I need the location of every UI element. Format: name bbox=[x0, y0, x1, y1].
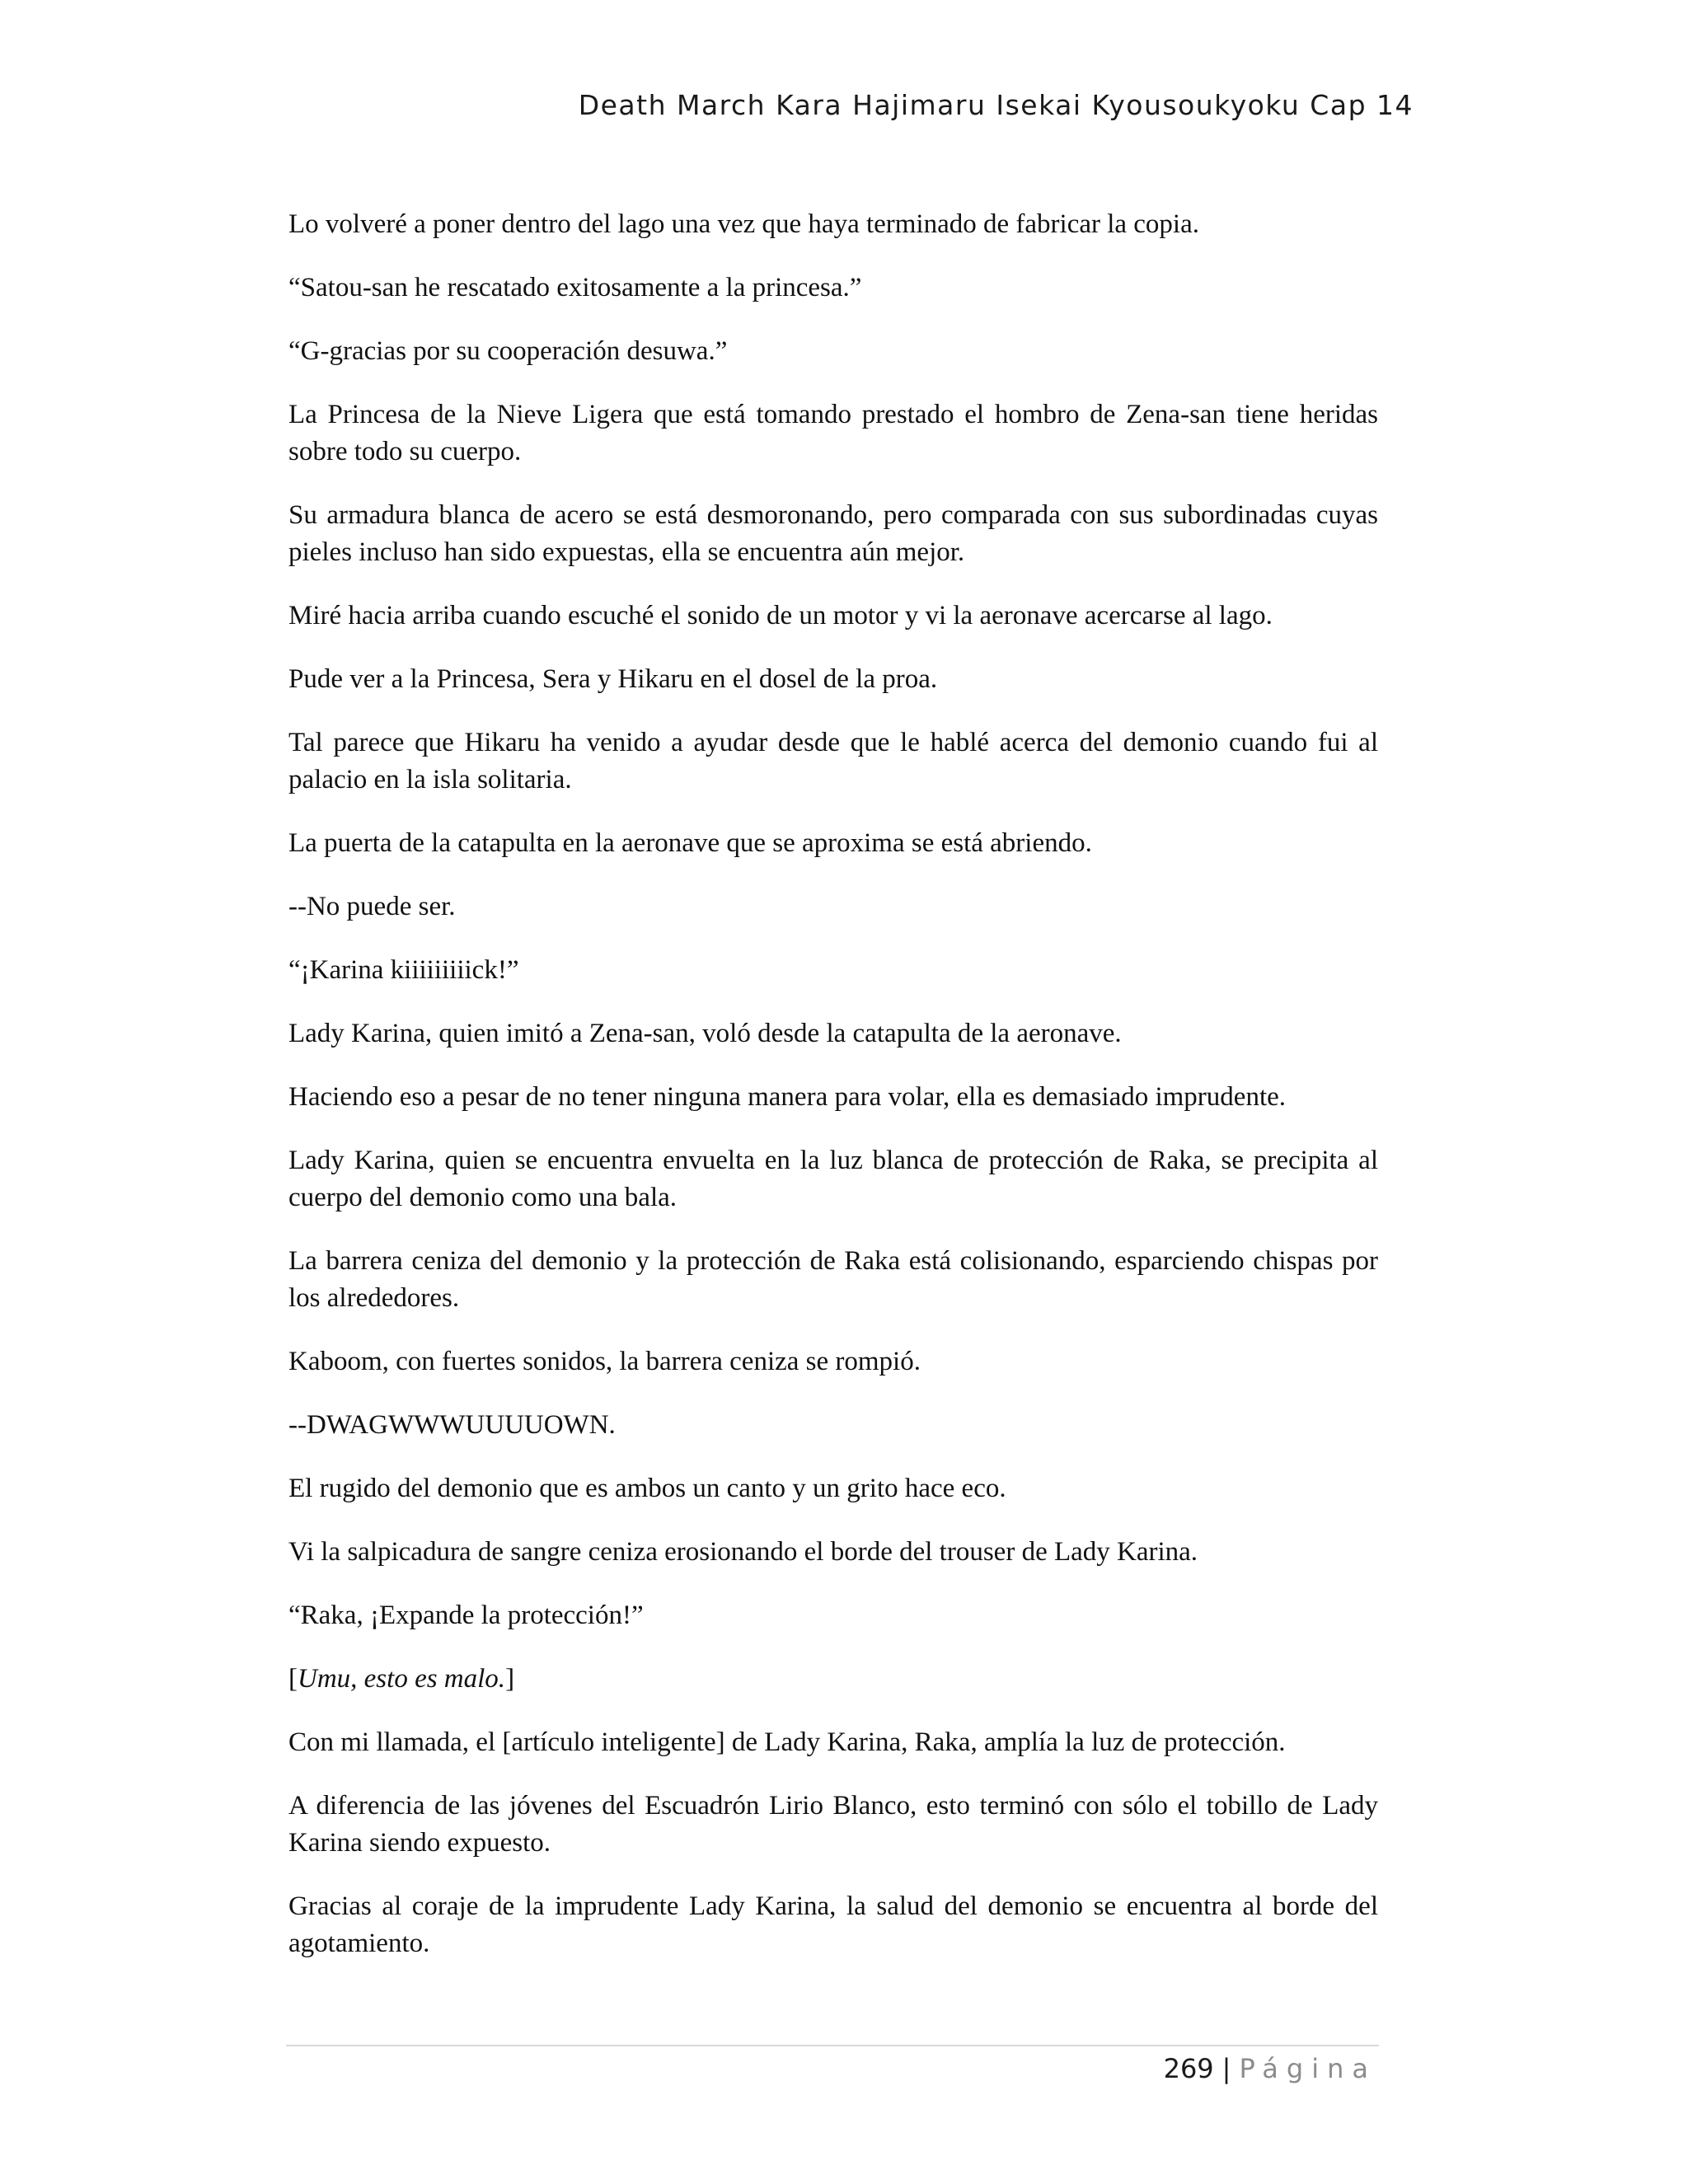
paragraph: Haciendo eso a pesar de no tener ninguna manera para volar, ella es demasiado imprudente. bbox=[288, 1082, 1287, 1112]
paragraph: La barrera ceniza del demonio y la protección de Raka está colisionando, esparciendo chispas por los alrededores. bbox=[288, 1246, 1378, 1313]
page-number: 269 bbox=[1163, 2053, 1214, 2084]
paragraph: Vi la salpicadura de sangre ceniza erosionando el borde del trouser de Lady Karina. bbox=[288, 1537, 1198, 1567]
paragraph: El rugido del demonio que es ambos un canto y un grito hace eco. bbox=[288, 1474, 1006, 1503]
paragraph: “Raka, ¡Expande la protección!” bbox=[288, 1601, 644, 1630]
paragraph: Kaboom, con fuertes sonidos, la barrera ceniza se rompió. bbox=[288, 1347, 921, 1376]
bracket-close: ] bbox=[505, 1664, 515, 1694]
paragraph: Lo volveré a poner dentro del lago una vez que haya terminado de fabricar la copia. bbox=[288, 209, 1200, 239]
footer-divider bbox=[286, 2045, 1379, 2046]
paragraph: Con mi llamada, el [artículo inteligente] de Lady Karina, Raka, amplía la luz de protección. bbox=[288, 1727, 1286, 1757]
paragraph: Pude ver a la Princesa, Sera y Hikaru en el dosel de la proa. bbox=[288, 664, 938, 694]
paragraph: La puerta de la catapulta en la aeronave que se aproxima se está abriendo. bbox=[288, 828, 1092, 858]
bracket-open: [ bbox=[288, 1664, 298, 1694]
body-text bbox=[288, 206, 1378, 1989]
paragraph: Lady Karina, quien se encuentra envuelta en la luz blanca de protección de Raka, se precipita al cuerpo del demonio como una bala. bbox=[288, 1146, 1378, 1212]
paragraph: --No puede ser. bbox=[288, 892, 456, 921]
page-header-title: Death March Kara Hajimaru Isekai Kyousoukyoku Cap 14 bbox=[578, 89, 1414, 121]
paragraph: “G-gracias por su cooperación desuwa.” bbox=[288, 336, 728, 366]
paragraph: A diferencia de las jóvenes del Escuadrón Lirio Blanco, esto terminó con sólo el tobillo de Lady Karina siendo expuesto. bbox=[288, 1791, 1378, 1858]
paragraph: La Princesa de la Nieve Ligera que está tomando prestado el hombro de Zena-san tiene heridas sobre todo su cuerpo. bbox=[288, 400, 1378, 466]
paragraph: Tal parece que Hikaru ha venido a ayudar desde que le hablé acerca del demonio cuando fui al palacio en la isla solitaria. bbox=[288, 728, 1378, 794]
paragraph: Gracias al coraje de la imprudente Lady Karina, la salud del demonio se encuentra al borde del agotamiento. bbox=[288, 1891, 1378, 1958]
page-word: Página bbox=[1239, 2053, 1376, 2084]
page-footer bbox=[1164, 2050, 1376, 2087]
italic-thought-line bbox=[288, 1661, 1378, 1698]
footer-separator: | bbox=[1221, 2053, 1231, 2084]
paragraph: Miré hacia arriba cuando escuché el sonido de un motor y vi la aeronave acercarse al lago. bbox=[288, 601, 1273, 630]
italic-thought-text: Umu, esto es malo. bbox=[298, 1664, 506, 1694]
paragraph: Lady Karina, quien imitó a Zena-san, voló desde la catapulta de la aeronave. bbox=[288, 1019, 1122, 1048]
paragraph: --DWAGWWWUUUUOWN. bbox=[288, 1410, 616, 1440]
paragraph: “¡Karina kiiiiiiiiick!” bbox=[288, 955, 519, 985]
paragraph: “Satou-san he rescatado exitosamente a la princesa.” bbox=[288, 273, 862, 302]
paragraph: Su armadura blanca de acero se está desmoronando, pero comparada con sus subordinadas cuyas pieles incluso han sido expuestas, ella se encuentra aún mejor. bbox=[288, 500, 1378, 567]
